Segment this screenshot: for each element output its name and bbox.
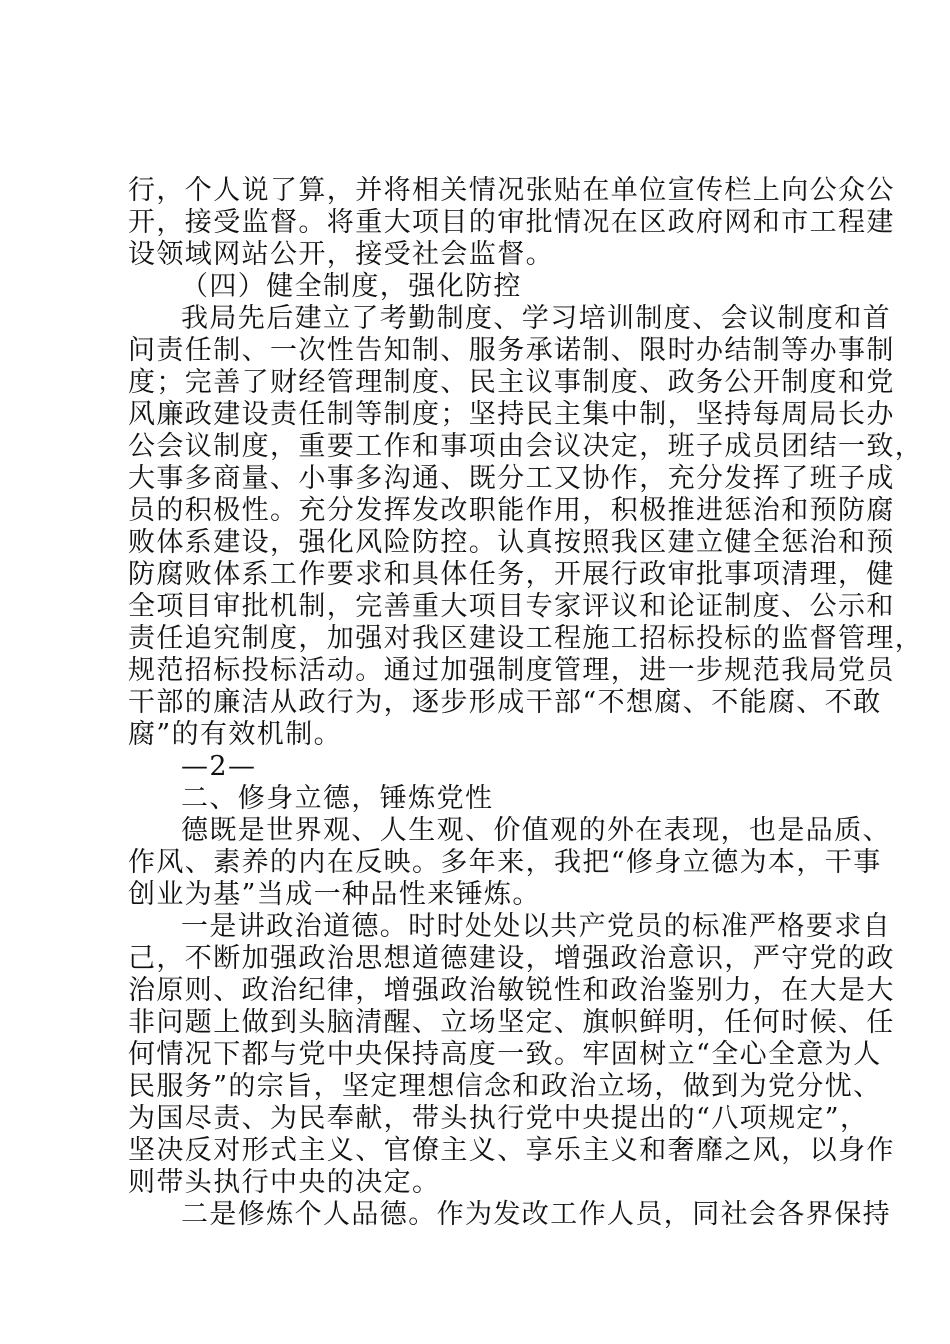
section-heading: （四）健全制度，强化防控 — [181, 271, 522, 302]
body-text-line: 规范招标投标活动。通过加强制度管理，进一步规范我局党员 — [128, 655, 895, 686]
body-text-line: 防腐败体系工作要求和具体任务，开展行政审批事项清理，健 — [128, 559, 895, 590]
body-text-line: 行，个人说了算，并将相关情况张贴在单位宣传栏上向公众公 — [128, 175, 895, 206]
paragraph-first-line: 我局先后建立了考勤制度、学习培训制度、会议制度和首 — [181, 303, 891, 334]
body-text-line: 员的积极性。充分发挥发改职能作用，积极推进惩治和预防腐 — [128, 495, 895, 526]
body-text-line: 干部的廉洁从政行为，逐步形成干部“不想腐、不能腐、不敢 — [128, 687, 882, 718]
body-text-line: 风廉政建设责任制等制度；坚持民主集中制，坚持每周局长办 — [128, 399, 895, 430]
body-text-line: 责任追究制度，加强对我区建设工程施工招标投标的监督管理， — [128, 623, 924, 654]
body-text-line: 大事多商量、小事多沟通、既分工又协作，充分发挥了班子成 — [128, 463, 895, 494]
section-heading: 二、修身立德，锤炼党性 — [181, 783, 494, 814]
body-text-line: 创业为基”当成一种品性来锤炼。 — [128, 879, 541, 910]
body-text-line: 为国尽责、为民奉献，带头执行党中央提出的“八项规定”， — [128, 1103, 869, 1134]
body-text-line: 非问题上做到头脑清醒、立场坚定、旗帜鲜明，任何时候、任 — [128, 1007, 895, 1038]
body-text-line: 民服务”的宗旨，坚定理想信念和政治立场，做到为党分忧、 — [128, 1071, 882, 1102]
body-text-line: 问责任制、一次性告知制、服务承诺制、限时办结制等办事制 — [128, 335, 895, 366]
page-number: —2— — [181, 751, 257, 782]
body-text-line: 度；完善了财经管理制度、民主议事制度、政务公开制度和党 — [128, 367, 895, 398]
body-text-line: 作风、素养的内在反映。多年来，我把“修身立德为本，干事 — [128, 847, 882, 878]
body-text-line: 腐”的有效机制。 — [128, 719, 343, 750]
paragraph-first-line: 一是讲政治道德。时时处处以共产党员的标准严格要求自 — [181, 911, 891, 942]
paragraph-first-line: 德既是世界观、人生观、价值观的外在表现，也是品质、 — [181, 815, 891, 846]
body-text-line: 败体系建设，强化风险防控。认真按照我区建立健全惩治和预 — [128, 527, 895, 558]
body-text-line: 开，接受监督。将重大项目的审批情况在区政府网和市工程建 — [128, 207, 895, 238]
body-text-line: 治原则、政治纪律，增强政治敏锐性和政治鉴别力，在大是大 — [128, 975, 895, 1006]
body-text-line: 坚决反对形式主义、官僚主义、享乐主义和奢靡之风，以身作 — [128, 1135, 895, 1166]
body-text-line: 何情况下都与党中央保持高度一致。牢固树立“全心全意为人 — [128, 1039, 882, 1070]
body-text-line: 己，不断加强政治思想道德建设，增强政治意识，严守党的政 — [128, 943, 895, 974]
body-text-line: 全项目审批机制，完善重大项目专家评议和论证制度、公示和 — [128, 591, 895, 622]
body-text-line: 设领域网站公开，接受社会监督。 — [128, 239, 554, 270]
body-text-line: 公会议制度，重要工作和事项由会议决定，班子成员团结一致， — [128, 431, 924, 462]
body-text-line: 则带头执行中央的决定。 — [128, 1167, 441, 1198]
paragraph-first-line: 二是修炼个人品德。作为发改工作人员，同社会各界保持 — [181, 1199, 891, 1230]
